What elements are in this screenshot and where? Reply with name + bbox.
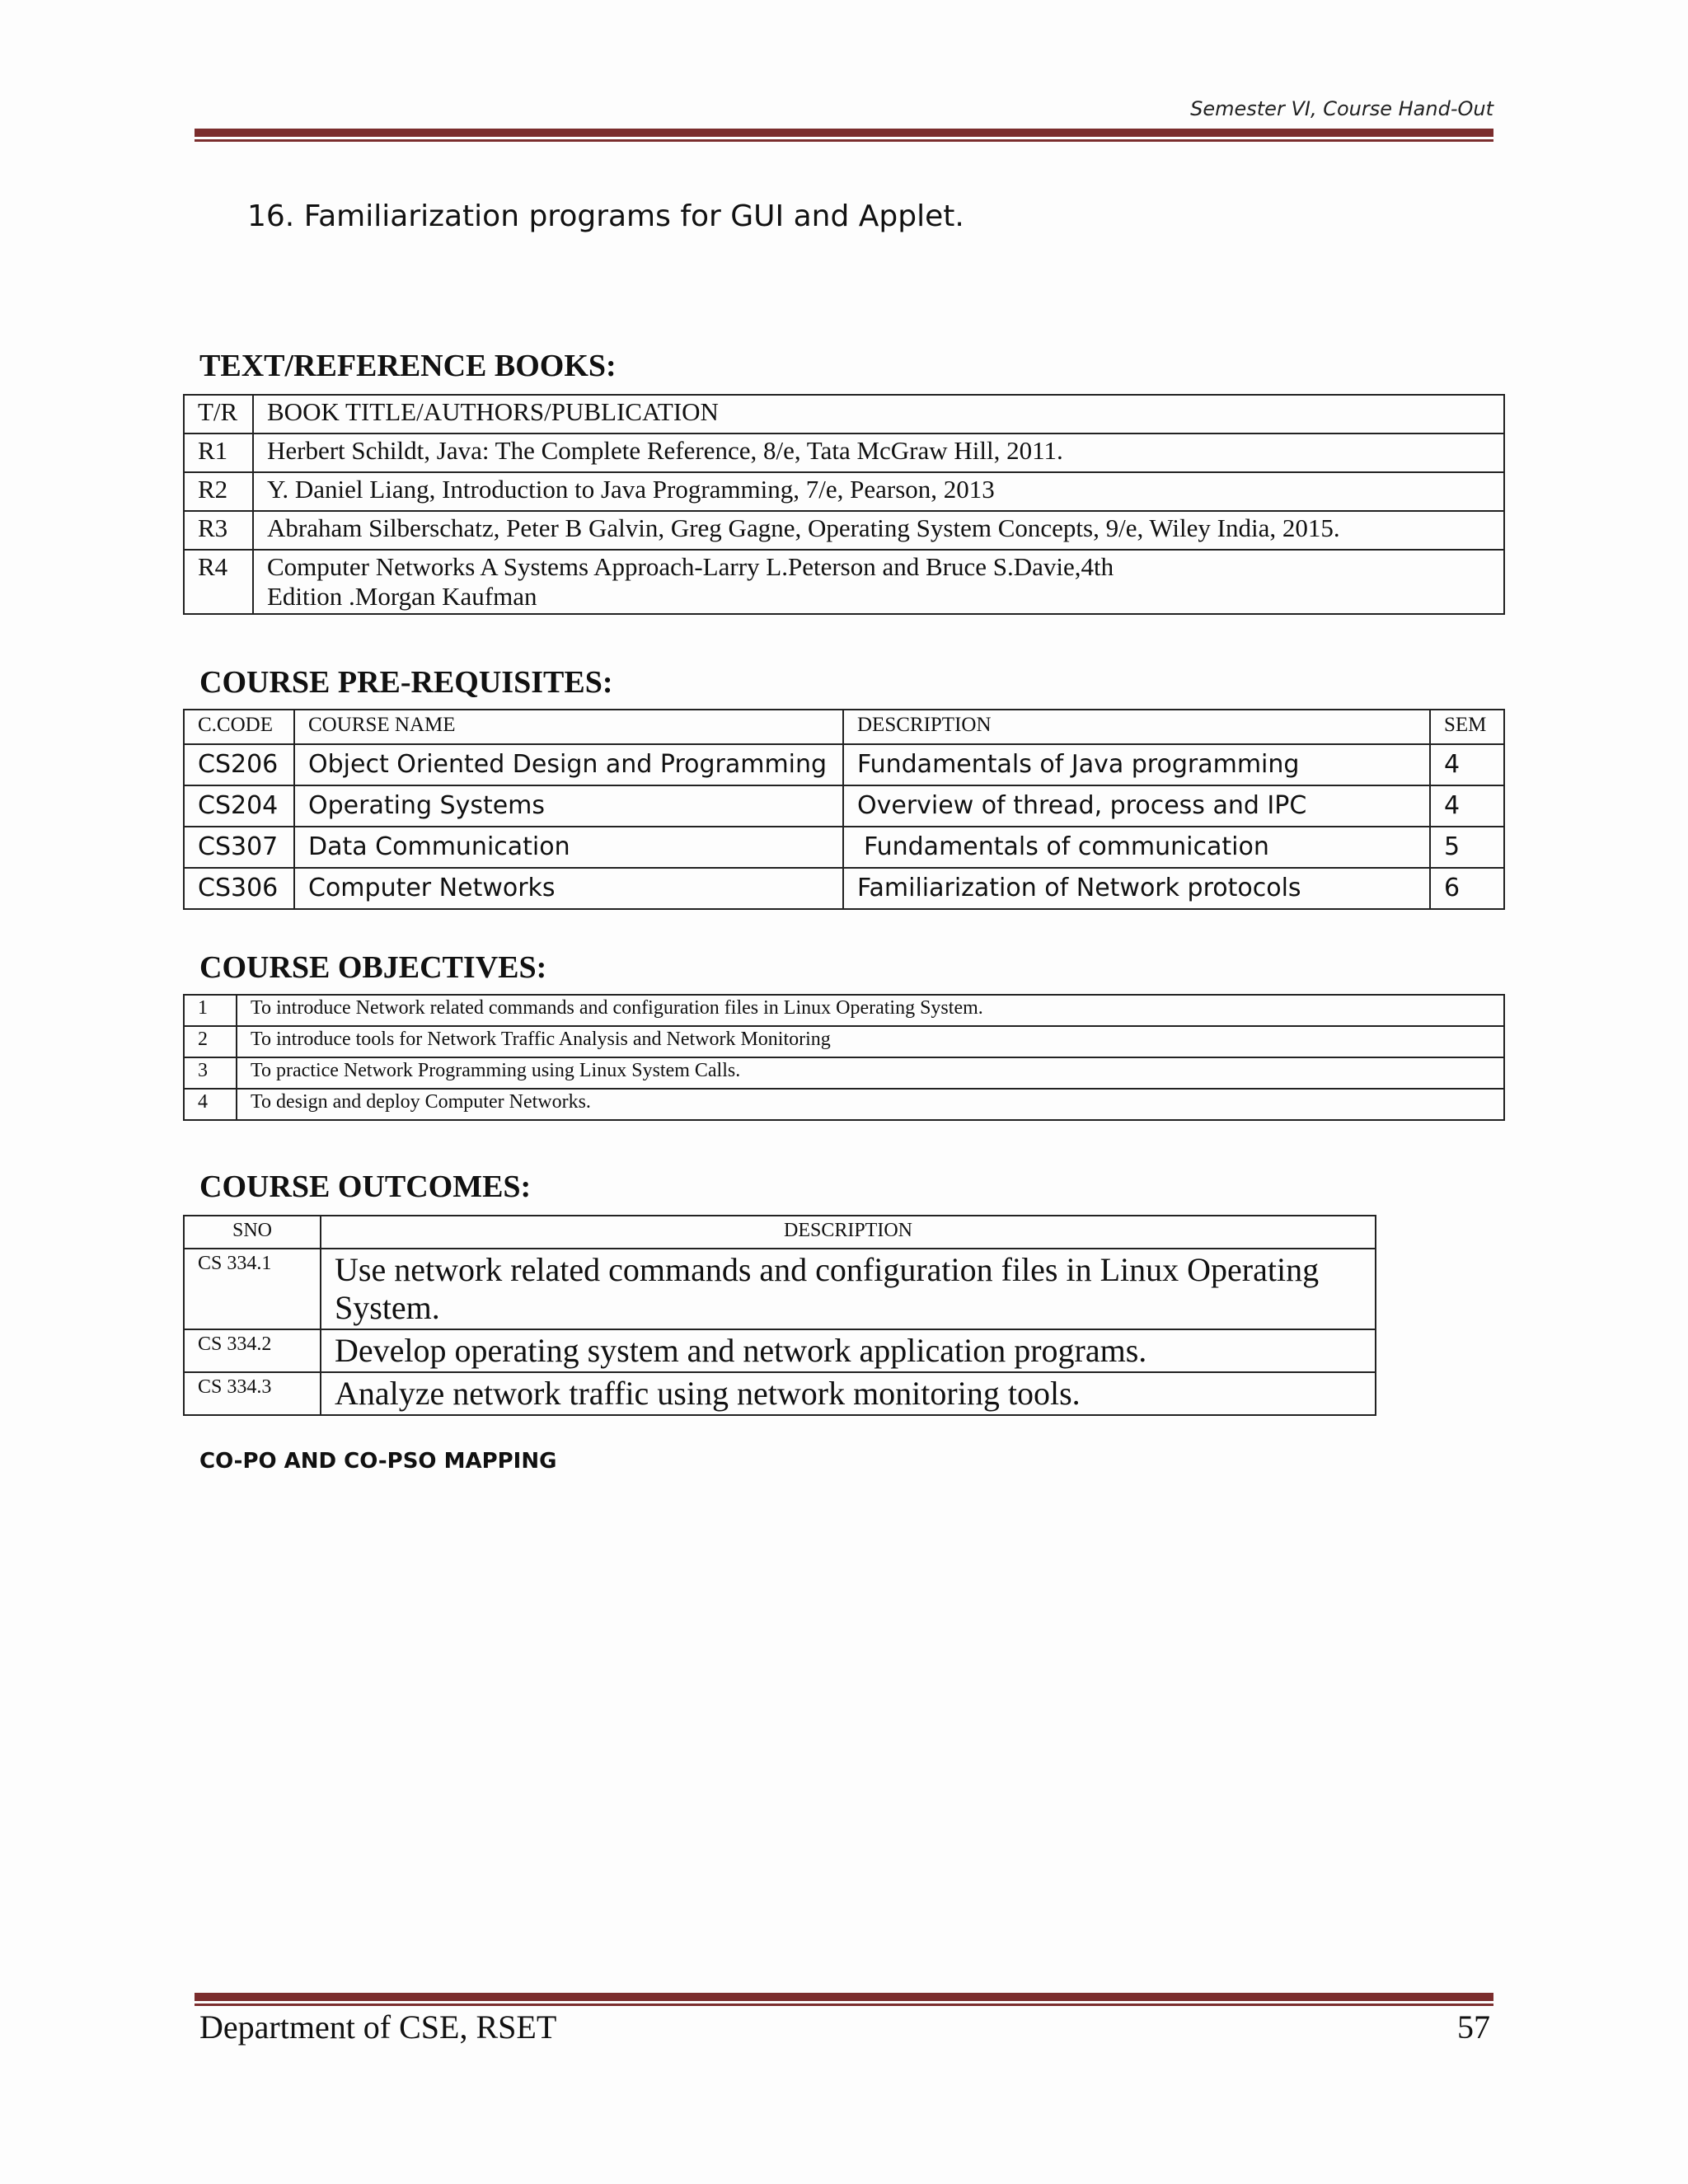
objectives-section-title: COURSE OBJECTIVES: <box>199 950 547 985</box>
book-id: R2 <box>184 472 253 511</box>
course-sem: 4 <box>1430 744 1504 785</box>
prereq-table <box>183 709 1505 910</box>
table-header-cell: DESCRIPTION <box>321 1216 1376 1249</box>
book-entry: Abraham Silberschatz, Peter B Galvin, Greg Gagne, Operating System Concepts, 9/e, Wiley India, 2015. <box>253 511 1504 550</box>
course-description: Fundamentals of Java programming <box>843 744 1430 785</box>
course-sem: 5 <box>1430 827 1504 868</box>
table-row <box>184 1026 1504 1057</box>
course-code: CS204 <box>184 785 294 827</box>
book-entry: Herbert Schildt, Java: The Complete Reference, 8/e, Tata McGraw Hill, 2011. <box>253 434 1504 472</box>
objective-number: 4 <box>184 1089 237 1120</box>
prereq-section-title: COURSE PRE-REQUISITES: <box>199 665 613 700</box>
book-id: R3 <box>184 511 253 550</box>
table-header-cell: BOOK TITLE/AUTHORS/PUBLICATION <box>253 395 1504 434</box>
outcomes-table <box>183 1215 1376 1416</box>
footer-department: Department of CSE, RSET <box>199 2008 557 2046</box>
course-name: Computer Networks <box>294 868 843 909</box>
books-section-title: TEXT/REFERENCE BOOKS: <box>199 349 617 383</box>
books-table <box>183 394 1505 615</box>
list-item-16: 16. Familiarization programs for GUI and Applet. <box>247 199 964 233</box>
objectives-table <box>183 994 1505 1121</box>
outcome-code: CS 334.3 <box>184 1372 321 1415</box>
book-entry: Y. Daniel Liang, Introduction to Java Programming, 7/e, Pearson, 2013 <box>253 472 1504 511</box>
objective-text: To practice Network Programming using Linux System Calls. <box>237 1057 1504 1089</box>
table-row <box>184 511 1504 550</box>
outcome-description: Use network related commands and configuration files in Linux Operating System. <box>321 1249 1376 1329</box>
objective-number: 1 <box>184 995 237 1026</box>
mapping-section-title: CO-PO AND CO-PSO MAPPING <box>199 1449 557 1474</box>
course-sem: 6 <box>1430 868 1504 909</box>
course-sem: 4 <box>1430 785 1504 827</box>
objective-text: To design and deploy Computer Networks. <box>237 1089 1504 1120</box>
book-id: R1 <box>184 434 253 472</box>
course-code: CS206 <box>184 744 294 785</box>
page-number: 57 <box>1457 2008 1490 2046</box>
objective-number: 3 <box>184 1057 237 1089</box>
course-description: Familiarization of Network protocols <box>843 868 1430 909</box>
outcome-code: CS 334.1 <box>184 1249 321 1329</box>
table-header-cell: DESCRIPTION <box>843 710 1430 744</box>
table-row <box>184 1057 1504 1089</box>
table-header-row <box>184 395 1504 434</box>
outcome-code: CS 334.2 <box>184 1329 321 1372</box>
book-entry-line: Edition .Morgan Kaufman <box>267 582 537 611</box>
course-code: CS307 <box>184 827 294 868</box>
objective-text: To introduce Network related commands and configuration files in Linux Operating System. <box>237 995 1504 1026</box>
table-header-cell: T/R <box>184 395 253 434</box>
table-header-row <box>184 1216 1376 1249</box>
book-entry <box>253 550 1504 614</box>
book-id: R4 <box>184 550 253 614</box>
objective-text: To introduce tools for Network Traffic Analysis and Network Monitoring <box>237 1026 1504 1057</box>
table-row <box>184 1249 1376 1329</box>
table-header-cell: C.CODE <box>184 710 294 744</box>
course-name: Data Communication <box>294 827 843 868</box>
objective-number: 2 <box>184 1026 237 1057</box>
table-row <box>184 434 1504 472</box>
outcome-description: Develop operating system and network application programs. <box>321 1329 1376 1372</box>
table-row <box>184 785 1504 827</box>
table-row <box>184 1089 1504 1120</box>
table-row <box>184 1329 1376 1372</box>
running-header: Semester VI, Course Hand-Out <box>1190 97 1493 120</box>
book-entry-line: Computer Networks A Systems Approach-Larry L.Peterson and Bruce S.Davie,4th <box>267 552 1114 581</box>
course-description: Overview of thread, process and IPC <box>843 785 1430 827</box>
table-row <box>184 868 1504 909</box>
footer-rule <box>195 1993 1493 2006</box>
table-header-cell: SNO <box>184 1216 321 1249</box>
course-code: CS306 <box>184 868 294 909</box>
table-row <box>184 827 1504 868</box>
table-row <box>184 472 1504 511</box>
course-description: Fundamentals of communication <box>843 827 1430 868</box>
outcome-description: Analyze network traffic using network monitoring tools. <box>321 1372 1376 1415</box>
course-name: Operating Systems <box>294 785 843 827</box>
table-header-cell: COURSE NAME <box>294 710 843 744</box>
outcomes-section-title: COURSE OUTCOMES: <box>199 1169 532 1204</box>
course-name: Object Oriented Design and Programming <box>294 744 843 785</box>
table-header-row <box>184 710 1504 744</box>
header-rule <box>195 129 1493 142</box>
table-row <box>184 550 1504 614</box>
table-row <box>184 1372 1376 1415</box>
table-row <box>184 744 1504 785</box>
table-header-cell: SEM <box>1430 710 1504 744</box>
table-row <box>184 995 1504 1026</box>
